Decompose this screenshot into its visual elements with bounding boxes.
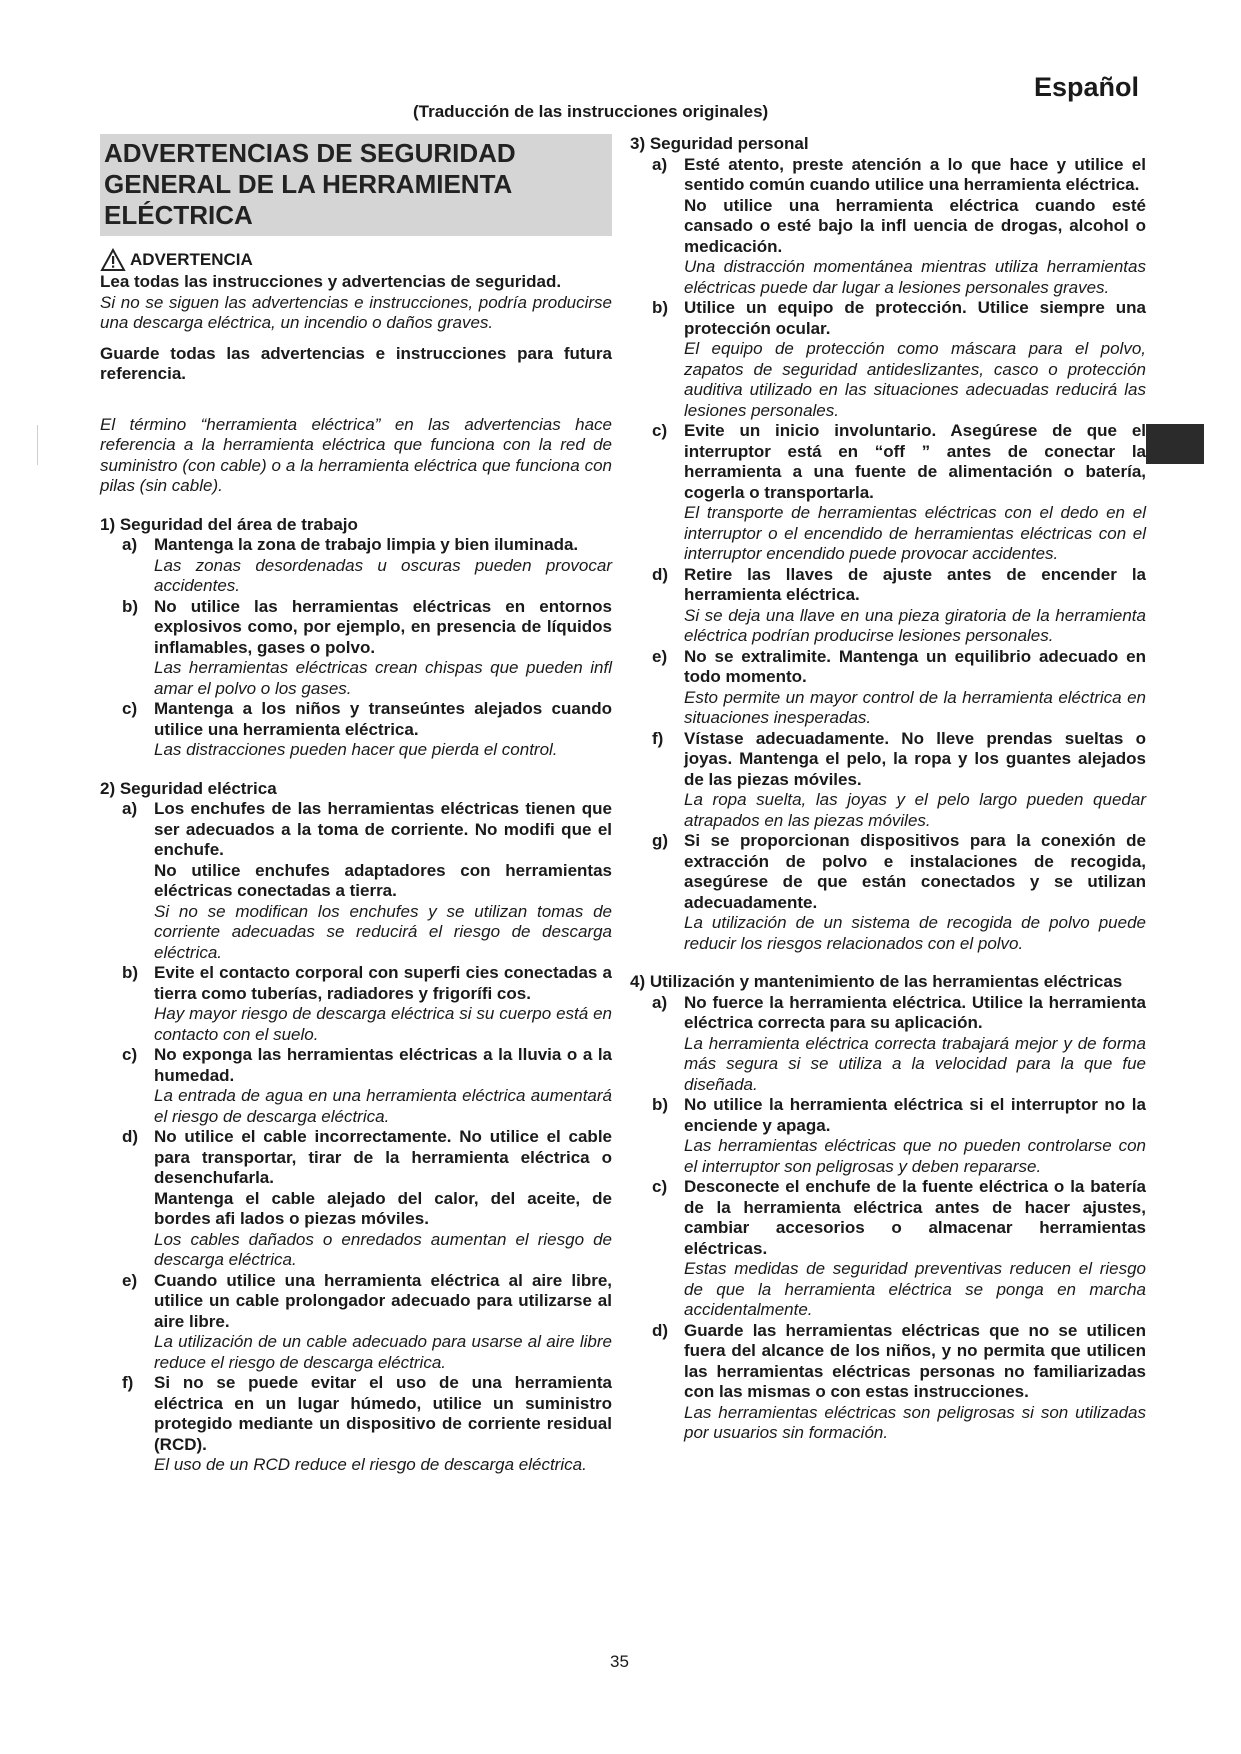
- list-item: a) Los enchufes de las herramientas eléctricas tienen que ser adecuados a la toma de corriente. No modifi que el enchufe.: [122, 799, 612, 859]
- list-item: a) No fuerce la herramienta eléctrica. Utilice la herramienta eléctrica correcta para su aplicación.: [652, 992, 1146, 1032]
- list-item: g) Si se proporcionan dispositivos para la conexión de extracción de polvo e instalaciones de recogida, asegúrese de que están conectados y se utilizan adecuadamente.: [652, 831, 1146, 912]
- language-tab-marker: [1146, 424, 1204, 464]
- list-item: b) Evite el contacto corporal con superfi cies conectadas a tierra como tuberías, radiadores y frigorífi cos.: [122, 963, 612, 1003]
- list-item: b) No utilice la herramienta eléctrica si el interruptor no la enciende y apaga.: [652, 1095, 1146, 1135]
- language-label: Español: [1034, 72, 1140, 102]
- keep-instructions: Guarde todas las advertencias e instrucciones para futura referencia.: [100, 343, 612, 383]
- list-item: a) Esté atento, preste atención a lo que hace y utilice el sentido común cuando utilice una herramienta eléctrica.: [652, 154, 1146, 194]
- list-note: Las zonas desordenadas u oscuras pueden provocar accidentes.: [154, 555, 612, 595]
- list-item: c) Mantenga a los niños y transeúntes alejados cuando utilice una herramienta eléctrica.: [122, 699, 612, 739]
- list-note: Si no se modifican los enchufes y se utilizan tomas de corriente adecuadas se reducirá el riesgo de descarga eléctrica.: [154, 901, 612, 962]
- list-item: b) Utilice un equipo de protección. Utilice siempre una protección ocular.: [652, 298, 1146, 338]
- list-note: La herramienta eléctrica correcta trabajará mejor y de forma más segura si se utiliza a la velocidad para la que fue diseñada.: [684, 1033, 1146, 1094]
- warning-label: ADVERTENCIA: [130, 249, 253, 269]
- intro-note: Si no se siguen las advertencias e instrucciones, podría producirse una descarga eléctrica, un incendio o daños graves.: [100, 292, 612, 332]
- list-bold-continuation: No utilice enchufes adaptadores con herramientas eléctricas conectadas a tierra.: [154, 860, 612, 900]
- list-note: Una distracción momentánea mientras utiliza herramientas eléctricas puede dar lugar a lesiones personales graves.: [684, 257, 1146, 297]
- list-item: c) No exponga las herramientas eléctricas a la lluvia o a la humedad.: [122, 1045, 612, 1085]
- list-item: f) Vístase adecuadamente. No lleve prendas sueltas o joyas. Mantenga el pelo, la ropa y los guantes alejados de las piezas móviles.: [652, 728, 1146, 789]
- list-note: El uso de un RCD reduce el riesgo de descarga eléctrica.: [154, 1455, 587, 1474]
- intro-bold: Lea todas las instrucciones y advertencias de seguridad.: [100, 272, 562, 291]
- list-note: Hay mayor riesgo de descarga eléctrica si su cuerpo está en contacto con el suelo.: [154, 1004, 612, 1044]
- list-item: c) Desconecte el enchufe de la fuente eléctrica o la batería de la herramienta eléctrica antes de hacer ajustes, cambiar accesorios o almacenar herramientas eléctricas.: [652, 1177, 1146, 1258]
- list-note: La utilización de un cable adecuado para usarse al aire libre reduce el riesgo de descarga eléctrica.: [154, 1332, 612, 1372]
- list-note: Si se deja una llave en una pieza giratoria de la herramienta eléctrica podrían producirse lesiones personales.: [684, 605, 1146, 645]
- list-note: Las distracciones pueden hacer que pierda el control.: [154, 740, 558, 759]
- section-4-title: 4) Utilización y mantenimiento de las herramientas eléctricas: [630, 972, 1123, 991]
- list-bold-continuation: No utilice una herramienta eléctrica cuando esté cansado o esté bajo la infl uencia de drogas, alcohol o medicación.: [684, 195, 1146, 256]
- right-column: [630, 134, 1146, 1444]
- margin-mark: [37, 425, 38, 465]
- list-note: La utilización de un sistema de recogida de polvo puede reducir los riesgos relacionados con el polvo.: [684, 913, 1146, 953]
- list-note: El transporte de herramientas eléctricas con el dedo en el interruptor o el encendido de herramientas eléctricas con el interruptor encendido puede provocar accidentes.: [684, 503, 1146, 563]
- list-item: b) No utilice las herramientas eléctricas en entornos explosivos como, por ejemplo, en presencia de líquidos inflamables, gases o polvo.: [122, 596, 612, 657]
- list-item: c) Evite un inicio involuntario. Asegúrese de que el interruptor está en “off ” antes de conectar la herramienta a una fuente de alimentación o batería, cogerla o transportarla.: [652, 421, 1146, 502]
- left-column: [100, 134, 612, 1476]
- list-note: Estas medidas de seguridad preventivas reducen el riesgo de que la herramienta eléctrica se ponga en marcha accidentalmente.: [684, 1259, 1146, 1319]
- section-3-title: 3) Seguridad personal: [630, 134, 809, 153]
- list-note: El equipo de protección como máscara para el polvo, zapatos de seguridad antideslizantes, casco o protección auditiva utilizado en las situaciones adecuadas reducirá las lesiones personales.: [684, 339, 1146, 420]
- list-item: d) No utilice el cable incorrectamente. No utilice el cable para transportar, tirar de la herramienta eléctrica o desenchufarla.: [122, 1127, 612, 1187]
- term-definition: El término “herramienta eléctrica” en las advertencias hace referencia a la herramienta eléctrica que funciona con la red de suministro (con cable) o a la herramienta eléctrica que funciona con pilas (sin cable).: [100, 414, 612, 495]
- list-bold-continuation: Mantenga el cable alejado del calor, del aceite, de bordes afi lados o piezas móviles.: [154, 1188, 612, 1228]
- warning-heading: [100, 248, 612, 272]
- list-note: Esto permite un mayor control de la herramienta eléctrica en situaciones inesperadas.: [684, 687, 1146, 727]
- list-note: La ropa suelta, las joyas y el pelo largo pueden quedar atrapados en las piezas móviles.: [684, 790, 1146, 830]
- list-item: f) Si no se puede evitar el uso de una herramienta eléctrica en un lugar húmedo, utilice un suministro protegido mediante un dispositivo de corriente residual (RCD).: [122, 1373, 612, 1454]
- list-item: e) No se extralimite. Mantenga un equilibrio adecuado en todo momento.: [652, 646, 1146, 686]
- page-title: ADVERTENCIAS DE SEGURIDAD GENERAL DE LA HERRAMIENTA ELÉCTRICA: [100, 134, 612, 236]
- list-item: a) Mantenga la zona de trabajo limpia y bien iluminada.: [122, 535, 579, 554]
- list-note: La entrada de agua en una herramienta eléctrica aumentará el riesgo de descarga eléctrica.: [154, 1086, 612, 1126]
- list-item: d) Retire las llaves de ajuste antes de encender la herramienta eléctrica.: [652, 564, 1146, 604]
- page-number: 35: [610, 1652, 629, 1671]
- list-note: Las herramientas eléctricas que no pueden controlarse con el interruptor son peligrosas y deben repararse.: [684, 1136, 1146, 1176]
- warning-triangle-icon: [100, 248, 126, 272]
- list-note: Las herramientas eléctricas crean chispas que pueden infl amar el polvo o los gases.: [154, 658, 612, 698]
- list-note: Las herramientas eléctricas son peligrosas si son utilizadas por usuarios sin formación.: [684, 1402, 1146, 1442]
- list-item: e) Cuando utilice una herramienta eléctrica al aire libre, utilice un cable prolongador adecuado para utilizarse al aire libre.: [122, 1270, 612, 1331]
- list-note: Los cables dañados o enredados aumentan el riesgo de descarga eléctrica.: [154, 1229, 612, 1269]
- section-2-title: 2) Seguridad eléctrica: [100, 778, 277, 798]
- section-1-title: 1) Seguridad del área de trabajo: [100, 514, 358, 534]
- list-item: d) Guarde las herramientas eléctricas que no se utilicen fuera del alcance de los niños, y no permita que utilicen las herramientas eléctricas personas no familiarizadas con las mismas o con estas instrucciones.: [652, 1320, 1146, 1401]
- translation-subtitle: (Traducción de las instrucciones originales): [413, 102, 769, 121]
